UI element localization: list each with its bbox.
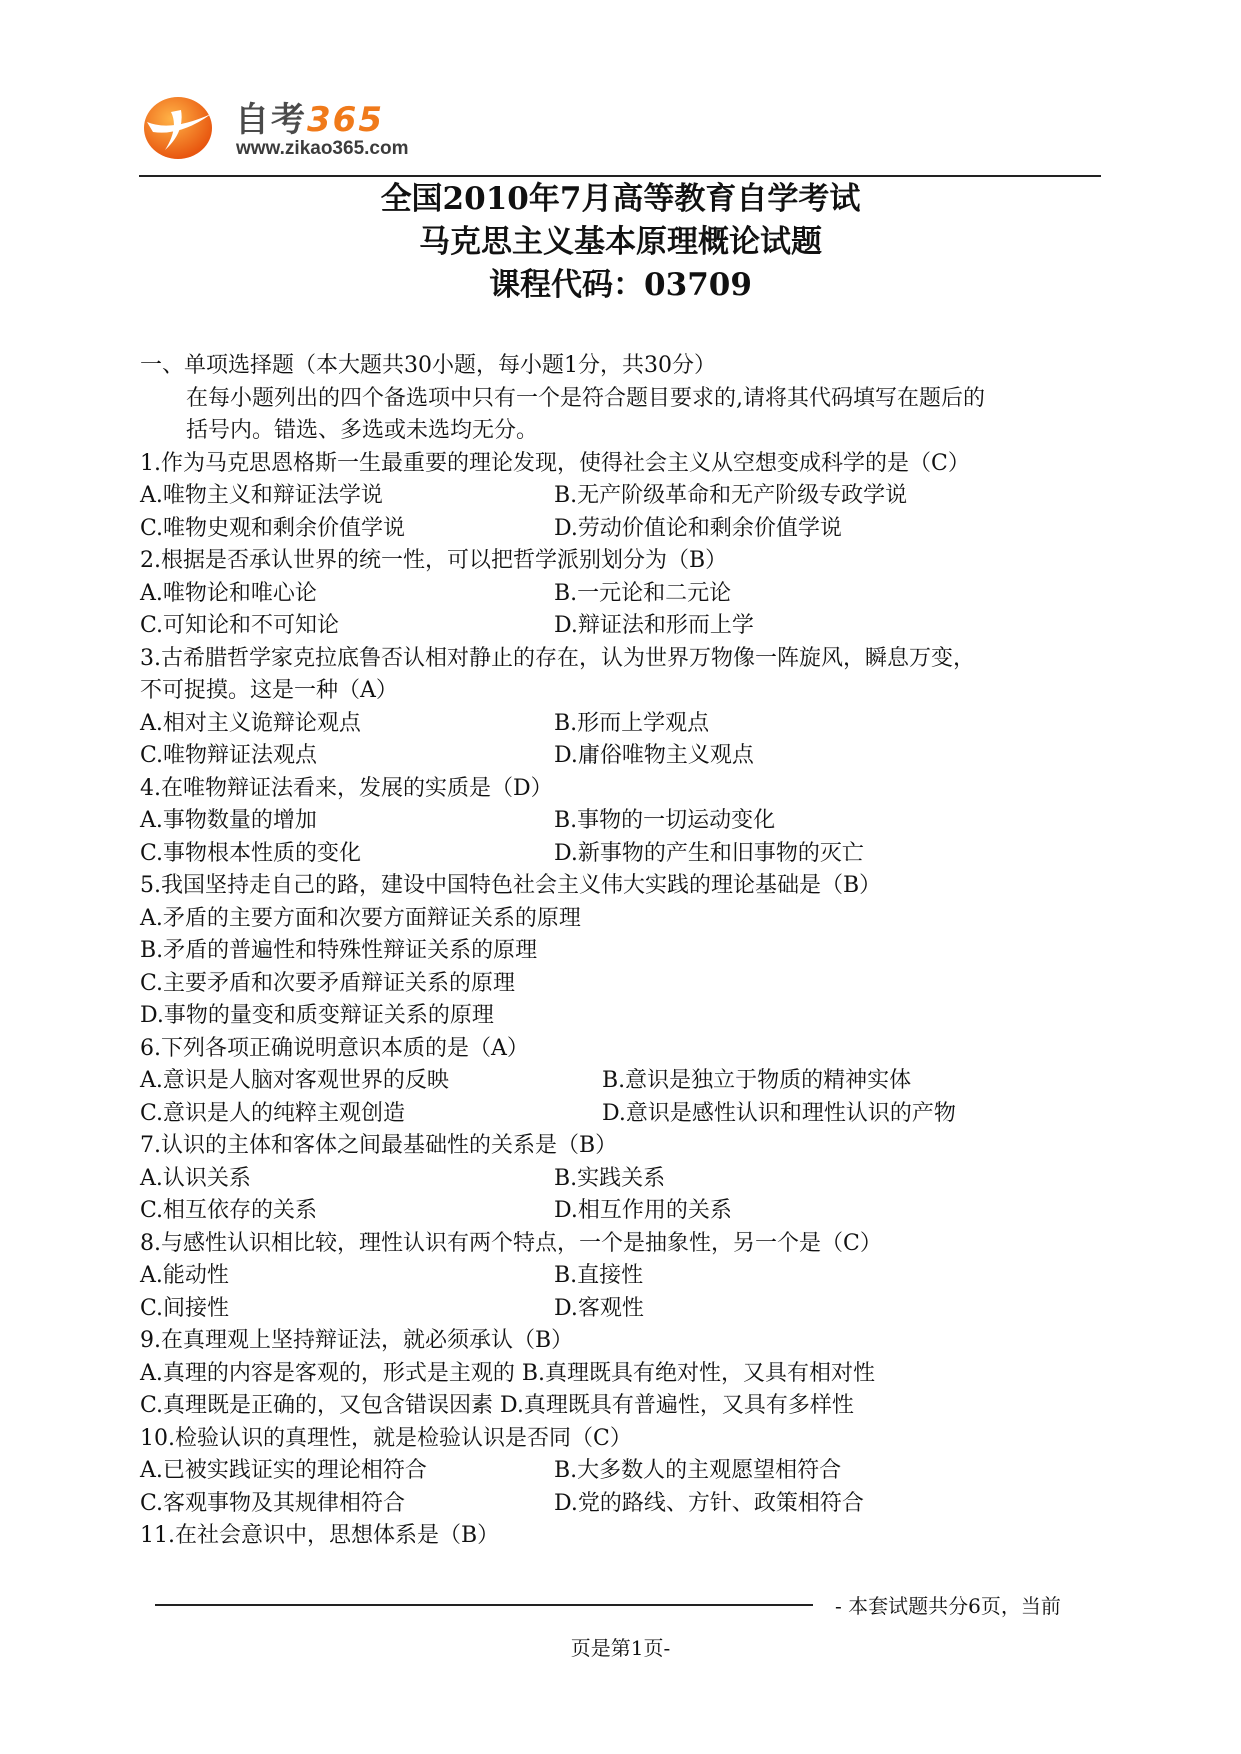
footer-rule: [155, 1604, 813, 1606]
option-row: [140, 1098, 1105, 1131]
option-c: C.间接性: [140, 1295, 230, 1321]
option-d: D.劳动价值论和剩余价值学说: [554, 515, 842, 541]
option-row: [140, 1488, 1105, 1521]
option-c: C.唯物史观和剩余价值学说: [140, 515, 406, 541]
option-c: C.意识是人的纯粹主观创造: [140, 1100, 406, 1126]
option-b: B.实践关系: [554, 1165, 666, 1191]
logo-name: [235, 92, 384, 141]
option-row: [140, 805, 1105, 838]
section-instruction: 括号内。错选、多选或未选均无分。: [186, 418, 539, 443]
option-row: [140, 740, 1105, 773]
question-stem: 5.我国坚持走自己的路，建设中国特色社会主义伟大实践的理论基础是（B）: [140, 873, 882, 898]
option-row: [140, 1455, 1105, 1488]
option-a: A.事物数量的增加: [140, 808, 317, 833]
option-row: [140, 1065, 1105, 1098]
option-d: D.庸俗唯物主义观点: [554, 743, 754, 768]
header-rule: [139, 175, 1101, 177]
exam-title: 全国2010年7月高等教育自学考试: [380, 181, 861, 217]
question-stem-continued: 不可捉摸。这是一种（A）: [140, 678, 398, 703]
logo-name-text: 自考: [235, 100, 307, 140]
option-a: A.相对主义诡辩论观点: [140, 710, 361, 736]
question-section: [140, 350, 1105, 1553]
question-stem: 7.认识的主体和客体之间最基础性的关系是（B）: [140, 1133, 618, 1158]
option-a: A.唯物主义和辩证法学说: [140, 483, 383, 508]
logo-name-number: 365: [307, 100, 384, 140]
question-stem: 2.根据是否承认世界的统一性，可以把哲学派别划分为（B）: [140, 548, 728, 573]
option-row: [140, 1293, 1105, 1326]
section-instruction: 在每小题列出的四个备选项中只有一个是符合题目要求的,请将其代码填写在题后的: [186, 385, 985, 411]
option-b: B.意识是独立于物质的精神实体: [602, 1068, 912, 1093]
title-block: [0, 178, 1241, 307]
option-a: A.认识关系: [140, 1165, 251, 1191]
option-b: B.直接性: [554, 1263, 644, 1288]
option-c: C.事物根本性质的变化: [140, 840, 362, 866]
option-d: D.相互作用的关系: [554, 1198, 732, 1223]
question-stem: 1.作为马克思恩格斯一生最重要的理论发现，使得社会主义从空想变成科学的是（C）: [140, 450, 970, 476]
option-row: [140, 1163, 1105, 1196]
option-c: C.可知论和不可知论: [140, 613, 340, 638]
option-d: D.新事物的产生和旧事物的灭亡: [554, 840, 864, 866]
course-code: 课程代码：03709: [489, 267, 752, 303]
option-d: D.事物的量变和质变辩证关系的原理: [140, 1003, 494, 1028]
exam-subtitle: 马克思主义基本原理概论试题: [419, 224, 822, 260]
option-a: A.能动性: [140, 1263, 229, 1288]
option-a: A.矛盾的主要方面和次要方面辩证关系的原理: [140, 905, 581, 931]
option-row: [140, 1195, 1105, 1228]
option-d: D.辩证法和形而上学: [554, 613, 754, 638]
question-stem: 9.在真理观上坚持辩证法，就必须承认（B）: [140, 1328, 574, 1353]
logo: [141, 92, 441, 172]
option-row-ab: A.真理的内容是客观的，形式是主观的 B.真理既具有绝对性，又具有相对性: [140, 1360, 876, 1386]
option-a: A.意识是人脑对客观世界的反映: [140, 1068, 449, 1093]
option-a: A.已被实践证实的理论相符合: [140, 1458, 427, 1483]
option-row: [140, 480, 1105, 513]
option-b: B.形而上学观点: [554, 710, 710, 736]
option-a: A.唯物论和唯心论: [140, 580, 317, 606]
question-stem: 4.在唯物辩证法看来，发展的实质是（D）: [140, 775, 553, 801]
option-b: B.无产阶级革命和无产阶级专政学说: [554, 483, 908, 508]
option-b: B.事物的一切运动变化: [554, 808, 776, 833]
logo-emblem-icon: [141, 92, 215, 162]
option-c: C.客观事物及其规律相符合: [140, 1490, 406, 1516]
section-heading: 一、单项选择题（本大题共30小题，每小题1分，共30分）: [140, 353, 716, 378]
option-row: [140, 610, 1105, 643]
logo-url: www.zikao365.com: [236, 138, 409, 159]
option-row: [140, 708, 1105, 741]
option-row: [140, 578, 1105, 611]
option-row-cd: C.真理既是正确的，又包含错误因素 D.真理既具有普遍性，又具有多样性: [140, 1393, 854, 1418]
option-b: B.矛盾的普遍性和特殊性辩证关系的原理: [140, 938, 538, 963]
question-stem: 10.检验认识的真理性，就是检验认识是否同（C）: [140, 1425, 632, 1451]
question-stem: 11.在社会意识中，思想体系是（B）: [140, 1523, 500, 1548]
option-row: [140, 513, 1105, 546]
option-c: C.相互依存的关系: [140, 1198, 318, 1223]
option-d: D.意识是感性认识和理性认识的产物: [602, 1100, 956, 1126]
option-c: C.唯物辩证法观点: [140, 743, 318, 768]
page-info: - 本套试题共分6页，当前: [835, 1594, 1061, 1618]
option-d: D.客观性: [554, 1295, 644, 1321]
question-stem: 6.下列各项正确说明意识本质的是（A）: [140, 1035, 529, 1061]
option-c: C.主要矛盾和次要矛盾辩证关系的原理: [140, 970, 516, 996]
option-d: D.党的路线、方针、政策相符合: [554, 1490, 864, 1516]
question-stem: 8.与感性认识相比较，理性认识有两个特点，一个是抽象性，另一个是（C）: [140, 1230, 882, 1256]
option-b: B.一元论和二元论: [554, 580, 732, 606]
option-b: B.大多数人的主观愿望相符合: [554, 1458, 842, 1483]
page-number: 页是第1页-: [570, 1636, 671, 1660]
option-row: [140, 1260, 1105, 1293]
question-stem: 3.古希腊哲学家克拉底鲁否认相对静止的存在，认为世界万物像一阵旋风，瞬息万变，: [140, 645, 975, 671]
option-row: [140, 838, 1105, 871]
